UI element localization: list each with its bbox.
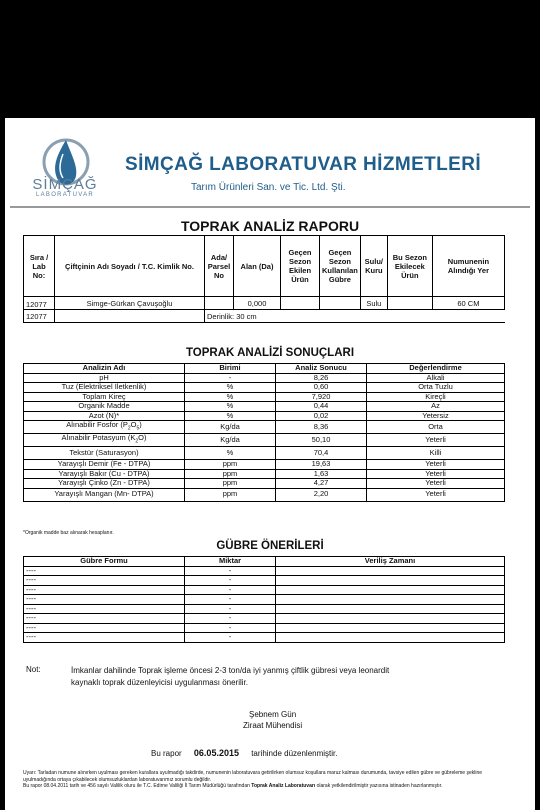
cell-name: Tekstür (Saturasyon) [24, 447, 185, 460]
table-row [24, 623, 505, 633]
cell-unit: Kg/da [185, 434, 276, 447]
table-row [24, 434, 505, 447]
fertilizer-table [23, 556, 505, 643]
cell-amount: - [185, 604, 276, 614]
cell-eval: Yeterli [367, 479, 505, 489]
cell-unit: ppm [185, 488, 276, 501]
cell-amount: - [185, 566, 276, 576]
cell-name: Yarayışlı Bakır (Cu - DTPA) [24, 469, 185, 479]
cell-name: pH [24, 373, 185, 383]
signature-block [243, 709, 302, 731]
cell-eval: Orta [367, 421, 505, 434]
disclaimer-bold: Toprak Analiz Laboratuvarı [251, 783, 316, 789]
cell-ada [205, 297, 234, 310]
results-title: TOPRAK ANALİZİ SONUÇLARI [185, 347, 355, 359]
cell-name [24, 434, 185, 447]
cell-gecen-gubre [320, 297, 361, 310]
table-row [24, 421, 505, 434]
col-farmer: Çiftçinin Adı Soyadı / T.C. Kimlik No. [55, 236, 205, 297]
col-sira: Sıra / Lab No: [24, 236, 55, 297]
cell-amount: - [185, 623, 276, 633]
subscript: 2 [127, 425, 131, 432]
disclaimer-suffix: olarak yetkilendirilmiştir yazısına istinaden hazırlanmıştır. [316, 783, 443, 789]
cell-form: ---- [24, 566, 185, 576]
cell-eval: Killi [367, 447, 505, 460]
table-row [24, 566, 505, 576]
subscript: 2 [135, 438, 139, 445]
logo-wordmark: SİMÇAĞ [32, 176, 98, 193]
cell-result: 0,44 [276, 402, 367, 412]
col-unit: Birimi [185, 364, 276, 374]
table-row [24, 447, 505, 460]
signer-name: Şebnem Gün [249, 710, 297, 719]
cell-depth [205, 310, 505, 323]
table-row [24, 488, 505, 501]
col-amount: Miktar [185, 557, 276, 567]
note-label: Not: [26, 665, 41, 674]
col-evaluation: Değerlendirme [367, 364, 505, 374]
report-date: 06.05.2015 [193, 748, 239, 758]
cell-unit: % [185, 392, 276, 402]
table-row [24, 585, 505, 595]
cell-bu-sezon [387, 297, 432, 310]
cell-result: 1,63 [276, 469, 367, 479]
report-title: TOPRAK ANALİZ RAPORU [180, 218, 360, 234]
signer-title: Ziraat Mühendisi [243, 721, 303, 730]
cell-result: 8,26 [276, 373, 367, 383]
cell-result: 4,27 [276, 479, 367, 489]
cell-gecen-urun [281, 297, 320, 310]
cell-form: ---- [24, 604, 185, 614]
cell-time [276, 566, 505, 576]
cell-form: ---- [24, 585, 185, 595]
fertilizer-title: GÜBRE ÖNERİLERİ [216, 540, 324, 552]
cell-time [276, 614, 505, 624]
subscript: 5 [136, 425, 140, 432]
company-subtitle: Tarım Ürünleri San. ve Tic. Ltd. Şti. [191, 182, 346, 193]
cell-time [276, 585, 505, 595]
cell-unit: % [185, 383, 276, 393]
cell-eval: Orta Tuzlu [367, 383, 505, 393]
col-sulu: Sulu/ Kuru [360, 236, 387, 297]
header-divider [10, 206, 530, 208]
cell-eval: Alkali [367, 373, 505, 383]
depth-value: 30 cm [236, 311, 257, 321]
disclaimer-line-1: Uyarı: Tarladan numune alınırken uyulması gereken kurallara uyulmadığı takdirde, numunenin laboratuvara getirilirken olumsuz koşullara maruz kalması durumunda, tavsiye edilen gübre ve gübreleme şekline uyulmadığında ortaya çıkabilecek olumsuzluklardan laboratuvarımız sorumlu değildir. [23, 770, 483, 783]
company-name: SİMÇAĞ LABORATUVAR HİZMETLERİ [125, 154, 482, 175]
disclaimer [23, 770, 503, 790]
cell-unit: % [185, 402, 276, 412]
cell-name: Toplam Kireç [24, 392, 185, 402]
table-row [24, 479, 505, 489]
cell-eval: Yeterli [367, 488, 505, 501]
logo-subtitle: LABORATUVAR [35, 192, 95, 198]
cell-unit: % [185, 411, 276, 421]
cell-result: 50,10 [276, 434, 367, 447]
cell-unit: % [185, 447, 276, 460]
disclaimer-prefix: Bu rapor 08.04.2011 tarih ve 456 sayılı Valilik oluru ile T.C. Edirne Valiliği İl Tarım Müdürlüğü tarafından [23, 783, 250, 789]
results-table [23, 363, 505, 502]
cell-result: 0,02 [276, 411, 367, 421]
cell-name: Organik Madde [24, 402, 185, 412]
col-gecen-gubre: Geçen Sezon Kullanılan Gübre [320, 236, 361, 297]
cell-name: Yarayışlı Mangan (Mn- DTPA) [24, 488, 185, 501]
cell-unit: ppm [185, 460, 276, 470]
cell-amount: - [185, 614, 276, 624]
table-row [24, 576, 505, 586]
depth-label: Derinlik: [207, 311, 235, 321]
cell-form: ---- [24, 623, 185, 633]
cell-form: ---- [24, 633, 185, 643]
cell-time [276, 576, 505, 586]
report-date-line [151, 748, 337, 758]
fertilizer-header [24, 557, 505, 567]
name-part: Alınabilir Fosfor (P [66, 420, 128, 429]
cell-eval: Yeterli [367, 434, 505, 447]
cell-result: 7,920 [276, 392, 367, 402]
cell-sulu: Sulu [360, 297, 387, 310]
cell-lab-no: 12077 [24, 297, 55, 310]
cell-name: Azot (N)* [24, 411, 185, 421]
col-form: Gübre Formu [24, 557, 185, 567]
cell-eval: Yetersiz [367, 411, 505, 421]
cell-amount: - [185, 576, 276, 586]
cell-result: 0,60 [276, 383, 367, 393]
table-row [24, 633, 505, 643]
cell-amount: - [185, 633, 276, 643]
cell-result: 2,20 [276, 488, 367, 501]
cell-result: 19,63 [276, 460, 367, 470]
name-part: Alınabilir Potasyum (K [61, 433, 136, 442]
cell-result: 8,36 [276, 421, 367, 434]
results-footnote: *Organik madde baz alınarak hesaplanır. [23, 530, 114, 536]
cell-alan: 0,000 [234, 297, 281, 310]
cell-eval: Yeterli [367, 460, 505, 470]
name-part: ) [139, 420, 142, 429]
col-yer: Numunenin Alındığı Yer [432, 236, 504, 297]
results-header [24, 364, 505, 374]
cell-amount: - [185, 595, 276, 605]
name-part: O) [138, 433, 147, 442]
col-result: Analiz Sonucu [276, 364, 367, 374]
table-row [24, 614, 505, 624]
table-row [24, 310, 505, 323]
cell-eval: Az [367, 402, 505, 412]
table-row [24, 595, 505, 605]
note-text: İmkanlar dahilinde Toprak işleme öncesi 2-3 ton/da iyi yanmış çiftlik gübresi veya leonardit kaynaklı toprak düzenleyicisi uygulanması önerilir. [71, 666, 390, 687]
cell-eval: Kireçli [367, 392, 505, 402]
sample-table-header [24, 236, 505, 297]
cell-time [276, 604, 505, 614]
cell-form: ---- [24, 576, 185, 586]
table-row [24, 383, 505, 393]
cell-name: Yarayışlı Demir (Fe - DTPA) [24, 460, 185, 470]
col-bu-sezon: Bu Sezon Ekilecek Ürün [387, 236, 432, 297]
cell-farmer: Simge-Gürkan Çavuşoğlu [55, 297, 205, 310]
cell-unit: Kg/da [185, 421, 276, 434]
col-gecen-urun: Geçen Sezon Ekilen Ürün [281, 236, 320, 297]
date-prefix: Bu rapor [151, 749, 182, 758]
cell-time [276, 633, 505, 643]
col-time: Veriliş Zamanı [276, 557, 505, 567]
cell-empty [55, 310, 205, 323]
cell-name [24, 421, 185, 434]
report-page [5, 118, 535, 810]
sample-info-table [23, 235, 505, 323]
col-alan: Alan (Da) [234, 236, 281, 297]
table-row [24, 297, 505, 310]
cell-yer: 60 CM [432, 297, 504, 310]
cell-unit: - [185, 373, 276, 383]
disclaimer-line-2 [23, 783, 503, 790]
name-part: O [130, 420, 137, 429]
date-suffix: tarihinde düzenlenmiştir. [251, 749, 338, 758]
col-analysis-name: Analizin Adı [24, 364, 185, 374]
cell-unit: ppm [185, 479, 276, 489]
cell-amount: - [185, 585, 276, 595]
table-row [24, 604, 505, 614]
cell-name: Yarayışlı Çinko (Zn - DTPA) [24, 479, 185, 489]
cell-form: ---- [24, 595, 185, 605]
cell-time [276, 623, 505, 633]
cell-form: ---- [24, 614, 185, 624]
cell-unit: ppm [185, 469, 276, 479]
col-ada: Ada/ Parsel No [205, 236, 234, 297]
cell-time [276, 595, 505, 605]
cell-lab-no-2: 12077 [24, 310, 55, 323]
cell-name: Tuz (Elektriksel İletkenlik) [24, 383, 185, 393]
cell-eval: Yeterli [367, 469, 505, 479]
table-row [24, 460, 505, 470]
table-row [24, 402, 505, 412]
cell-result: 70,4 [276, 447, 367, 460]
